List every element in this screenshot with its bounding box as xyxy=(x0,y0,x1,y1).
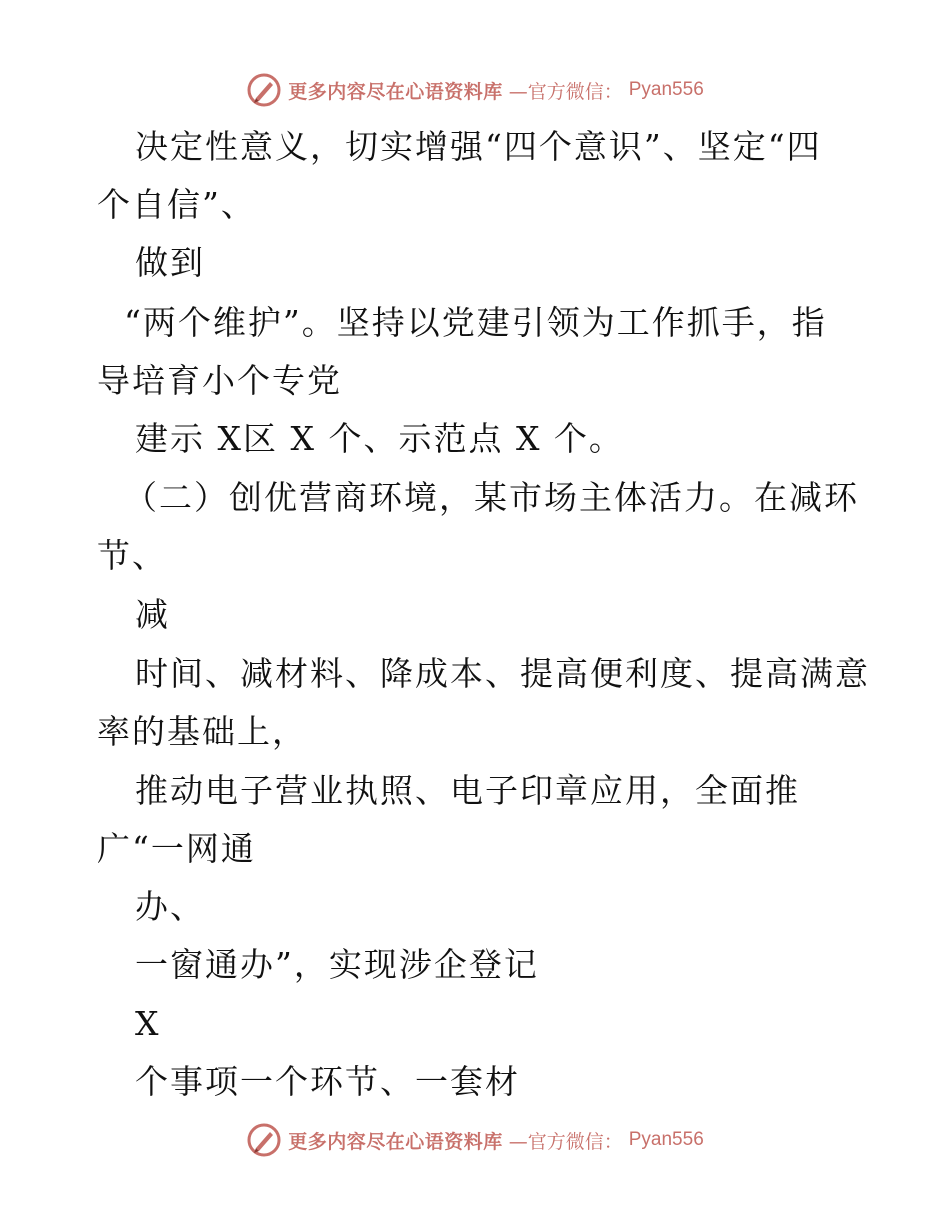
body-line-13: 广“一网通 xyxy=(97,829,256,868)
watermark-main-text: 更多内容尽在心语资料库 xyxy=(288,1130,503,1153)
body-line-11: 率的基础上， xyxy=(97,712,307,751)
body-line-3: 做到 xyxy=(135,243,205,282)
watermark-dash-text: —官方微信： xyxy=(508,80,623,103)
body-line-12: 推动电子营业执照、电子印章应用，全面推 xyxy=(135,771,800,810)
body-line-5: 导培育小个专党 xyxy=(97,361,342,400)
header-watermark xyxy=(0,70,950,110)
body-line-8: 节、 xyxy=(97,536,167,575)
watermark-dash-text: —官方微信： xyxy=(508,1130,623,1153)
watermark-main-text: 更多内容尽在心语资料库 xyxy=(288,80,503,103)
body-line-2: 个自信”、 xyxy=(97,185,256,224)
body-line-14: 办、 xyxy=(135,887,205,926)
body-line-16: X xyxy=(135,1004,161,1043)
pen-logo-icon xyxy=(246,72,282,108)
body-line-10: 时间、减材料、降成本、提高便利度、提高满意 xyxy=(135,654,870,693)
body-line-9: 减 xyxy=(135,595,170,634)
watermark-id-text: Pyan556 xyxy=(628,1129,704,1150)
pen-logo-icon xyxy=(246,1122,282,1158)
footer-watermark xyxy=(0,1120,950,1160)
body-line-6: 建示 X区 X 个、示范点 X 个。 xyxy=(135,419,624,458)
body-line-17: 个事项一个环节、一套材 xyxy=(135,1062,520,1101)
body-line-15: 一窗通办”，实现涉企登记 xyxy=(135,945,539,984)
body-line-4: “两个维护”。坚持以党建引领为工作抓手，指 xyxy=(124,303,827,342)
body-line-7: （二）创优营商环境，某市场主体活力。在减环 xyxy=(124,478,859,517)
body-line-1: 决定性意义，切实增强“四个意识”、坚定“四 xyxy=(135,127,822,166)
watermark-id-text: Pyan556 xyxy=(628,79,704,100)
